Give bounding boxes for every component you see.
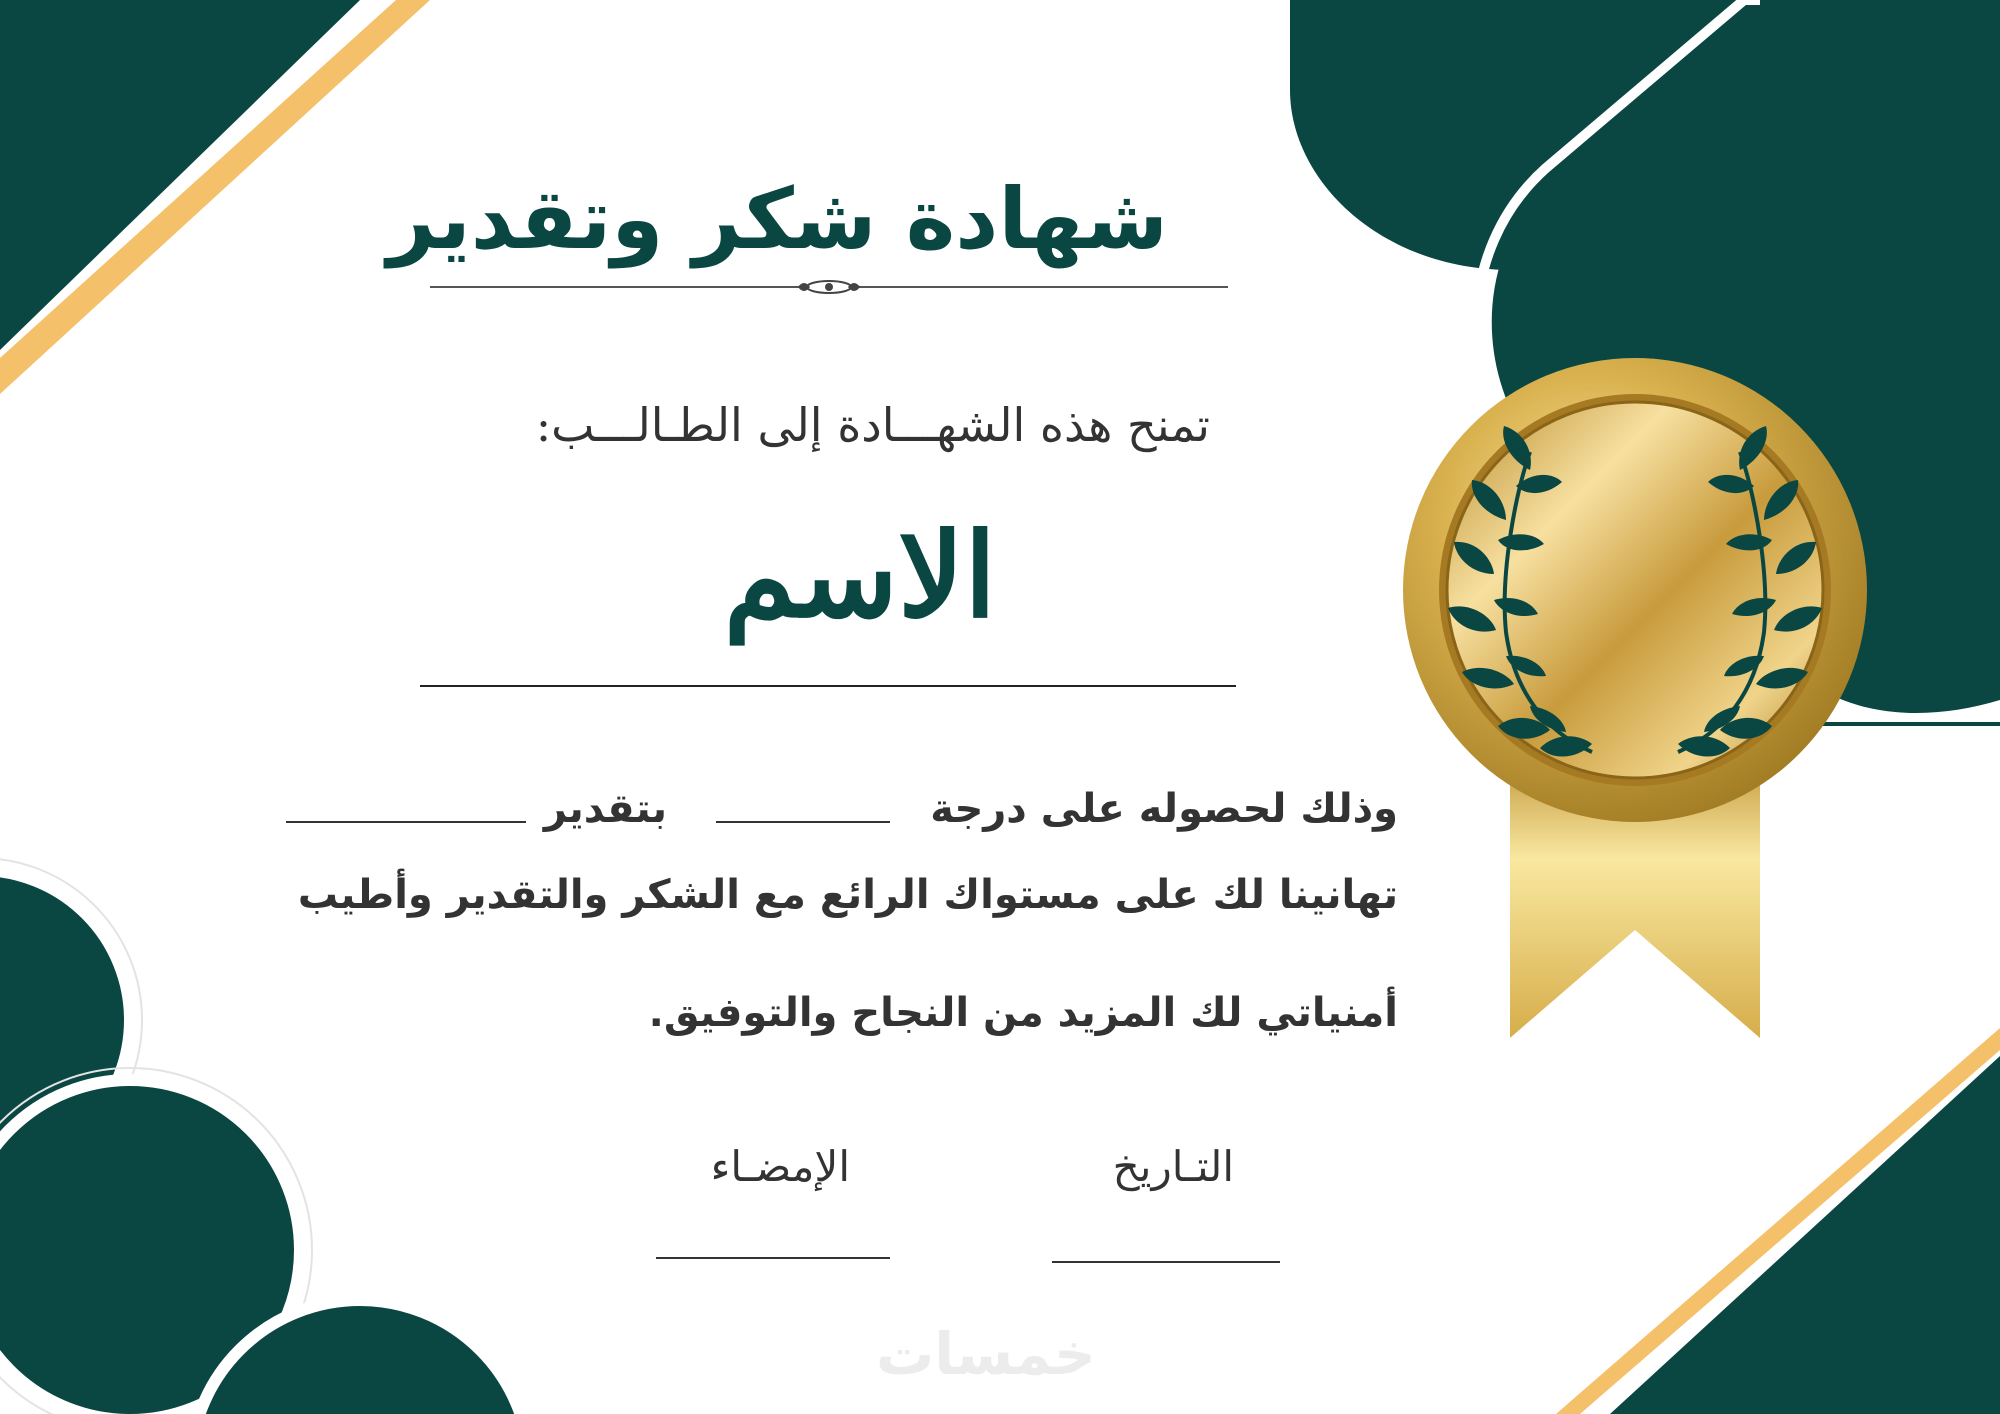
date-label: التـاريخ [1112, 1142, 1234, 1191]
certificate-title: شهادة شكر وتقدير [386, 170, 1168, 268]
gold-medal-icon [1403, 358, 1867, 1038]
degree-line-mid: بتقدير [543, 786, 667, 832]
message-line-1: تهانينا لك على مستواك الرائع مع الشكر والتقدير وأطيب [297, 872, 1398, 918]
corner-bottom-right [1610, 1056, 2000, 1414]
ornament-divider-icon [798, 281, 860, 293]
corner-top-left [0, 0, 360, 350]
signature-label: الإمضـاء [710, 1142, 850, 1191]
grant-line: تمنح هذه الشهـــادة إلى الطـالـــب: [535, 398, 1210, 452]
watermark-logo: خمسات [876, 1320, 1096, 1388]
recipient-name: الاسم [723, 508, 997, 644]
message-line-2: أمنياتي لك المزيد من النجاح والتوفيق. [648, 990, 1398, 1036]
degree-line-prefix: وذلك لحصوله على درجة [930, 786, 1398, 832]
